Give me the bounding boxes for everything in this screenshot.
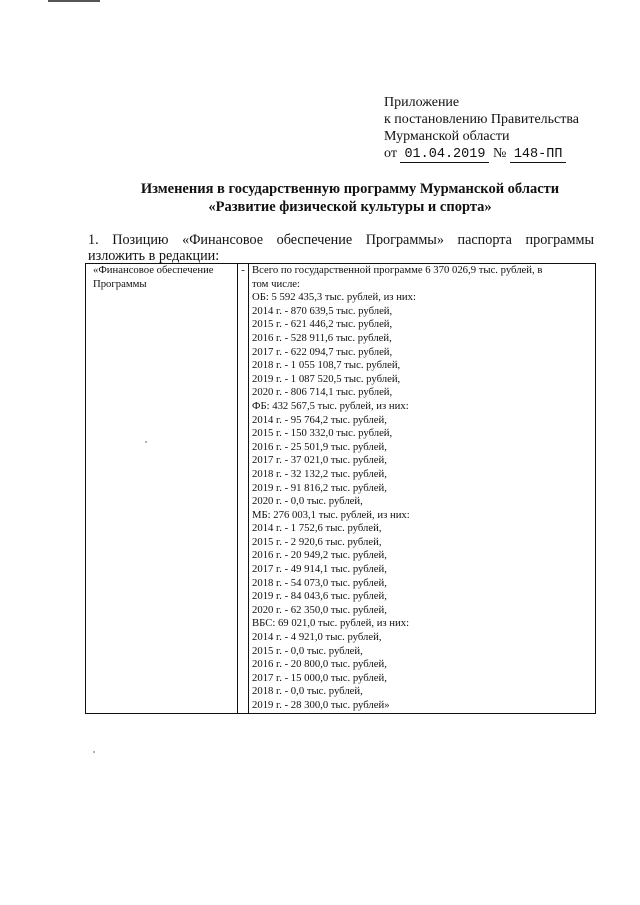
financing-line: 2015 г. - 150 332,0 тыс. рублей, <box>252 427 393 440</box>
table-value-cell <box>249 264 596 714</box>
financing-line: 2014 г. - 1 752,6 тыс. рублей, <box>252 522 382 535</box>
number-sign: № <box>492 146 507 161</box>
table-label-cell <box>86 264 238 714</box>
resolution-date: 01.04.2019 <box>400 147 489 163</box>
financing-line: 2016 г. - 20 949,2 тыс. рублей, <box>252 549 387 562</box>
financing-line: 2015 г. - 0,0 тыс. рублей, <box>252 644 363 657</box>
financing-line: 2014 г. - 870 639,5 тыс. рублей, <box>252 304 393 317</box>
financing-line: 2017 г. - 15 000,0 тыс. рублей, <box>252 671 387 684</box>
scan-speck <box>93 751 95 753</box>
resolution-number: 148-ПП <box>510 147 567 163</box>
financing-line: ВБС: 69 021,0 тыс. рублей, из них: <box>252 617 410 630</box>
financing-line: 2014 г. - 95 764,2 тыс. рублей, <box>252 413 387 426</box>
financing-line: 2018 г. - 1 055 108,7 тыс. рублей, <box>252 359 401 372</box>
financing-line: 2019 г. - 91 816,2 тыс. рублей, <box>252 481 387 494</box>
financing-line: 2018 г. - 0,0 тыс. рублей, <box>252 685 363 698</box>
scan-edge-mark <box>48 0 100 2</box>
financing-line: ОБ: 5 592 435,3 тыс. рублей, из них: <box>252 291 416 304</box>
date-prefix: от <box>384 146 397 161</box>
financing-line: 2020 г. - 0,0 тыс. рублей, <box>252 495 363 508</box>
financing-line: 2015 г. - 621 446,2 тыс. рублей, <box>252 318 393 331</box>
financing-line: 2017 г. - 37 021,0 тыс. рублей, <box>252 454 387 467</box>
financing-line: 2020 г. - 806 714,1 тыс. рублей, <box>252 386 393 399</box>
table-label-line-2: Программы <box>93 277 147 290</box>
financing-line: 2020 г. - 62 350,0 тыс. рублей, <box>252 603 387 616</box>
paragraph-line-1: 1. Позицию «Финансовое обеспечение Программы» паспорта программы <box>88 232 594 248</box>
financing-line: 2018 г. - 32 132,2 тыс. рублей, <box>252 467 387 480</box>
table-label-line-1: «Финансовое обеспечение <box>93 264 214 276</box>
appendix-block <box>384 94 579 163</box>
appendix-line-1: Приложение <box>384 95 460 110</box>
financing-line: 2018 г. - 54 073,0 тыс. рублей, <box>252 576 387 589</box>
appendix-line-2: к постановлению Правительства <box>384 112 580 127</box>
financing-line: МБ: 276 003,1 тыс. рублей, из них: <box>252 508 410 521</box>
scan-speck <box>145 441 147 443</box>
financing-line: 2017 г. - 49 914,1 тыс. рублей, <box>252 563 387 576</box>
paragraph-line-2: изложить в редакции: <box>88 248 220 264</box>
financing-line: 2016 г. - 20 800,0 тыс. рублей, <box>252 658 387 671</box>
financing-table <box>85 263 596 714</box>
financing-line: 2014 г. - 4 921,0 тыс. рублей, <box>252 631 382 644</box>
financing-line: Всего по государственной программе 6 370 026,9 тыс. рублей, в <box>252 264 543 276</box>
financing-line: том числе: <box>252 277 300 290</box>
financing-line: 2017 г. - 622 094,7 тыс. рублей, <box>252 345 393 358</box>
document-title-line-1: Изменения в государственную программу Мурманской области <box>140 181 560 197</box>
financing-line: 2016 г. - 25 501,9 тыс. рублей, <box>252 440 387 453</box>
appendix-line-3: Мурманской области <box>384 129 510 144</box>
financing-line: 2016 г. - 528 911,6 тыс. рублей, <box>252 331 392 344</box>
financing-line: 2019 г. - 1 087 520,5 тыс. рублей, <box>252 372 401 385</box>
financing-line: 2019 г. - 84 043,6 тыс. рублей, <box>252 590 387 603</box>
document-title-line-2: «Развитие физической культуры и спорта» <box>208 199 492 215</box>
table-row <box>86 264 596 714</box>
financing-line: 2019 г. - 28 300,0 тыс. рублей» <box>252 699 390 711</box>
appendix-date-line <box>384 145 579 163</box>
financing-line: ФБ: 432 567,5 тыс. рублей, из них: <box>252 399 409 412</box>
table-dash-cell: - <box>238 264 249 714</box>
financing-line: 2015 г. - 2 920,6 тыс. рублей, <box>252 535 382 548</box>
